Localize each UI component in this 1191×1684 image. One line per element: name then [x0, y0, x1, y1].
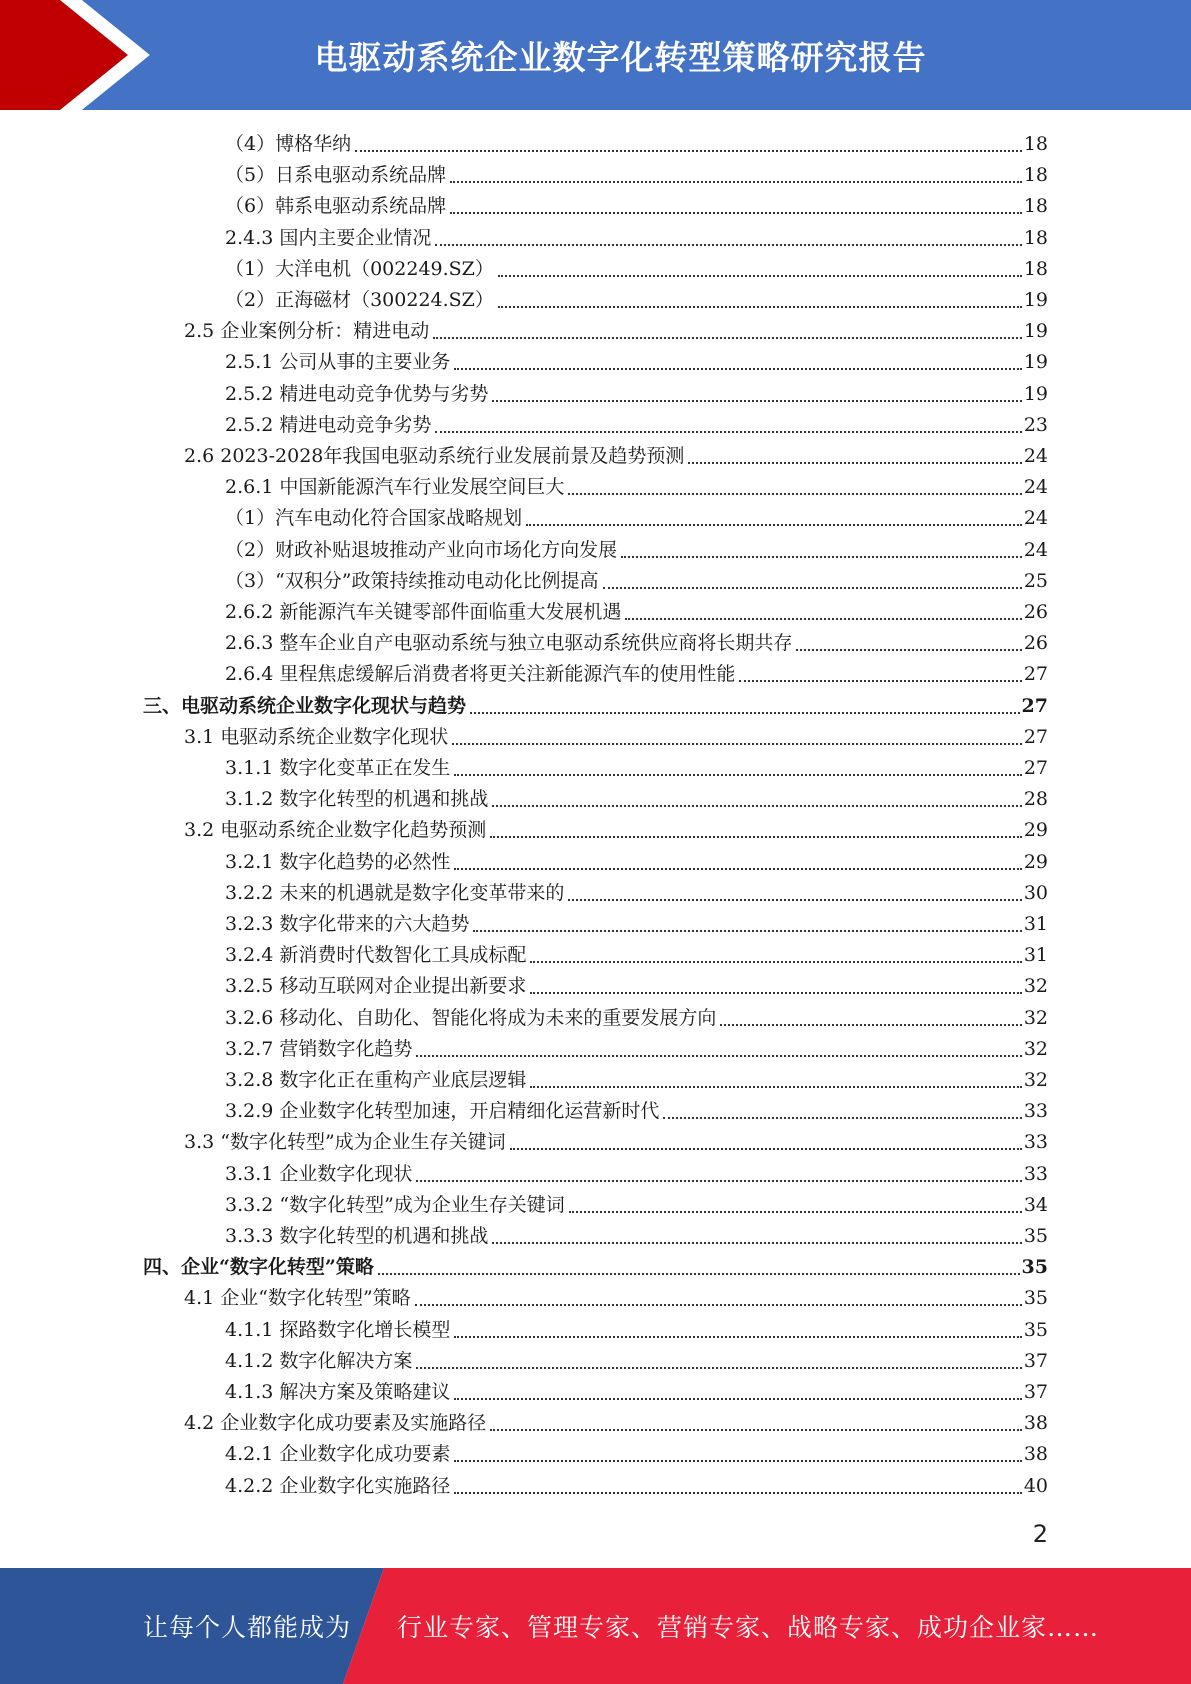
toc-entry-page: 37	[1023, 1381, 1048, 1403]
toc-leader-dots	[526, 523, 1022, 526]
toc-entry-page: 18	[1023, 195, 1048, 218]
toc-entry[interactable]	[225, 407, 1048, 438]
toc-entry[interactable]	[225, 1468, 1048, 1499]
toc-leader-dots	[378, 1272, 1020, 1275]
toc-entry[interactable]	[225, 1343, 1048, 1374]
toc-entry-page: 34	[1023, 1193, 1048, 1216]
toc-entry-page: 18	[1023, 226, 1048, 249]
toc-leader-dots	[416, 1179, 1021, 1182]
toc-entry-title: （1）汽车电动化符合国家战略规划	[225, 507, 523, 530]
toc-leader-dots	[454, 1335, 1021, 1338]
toc-entry-title: 3.2.1 数字化趋势的必然性	[225, 850, 451, 873]
toc-entry-page: 33	[1023, 1131, 1048, 1154]
toc-entry-title: 4.1.3 解决方案及策略建议	[225, 1381, 451, 1403]
toc-entry-title: 4.2.1 企业数字化成功要素	[225, 1443, 451, 1466]
toc-entry[interactable]	[184, 719, 1048, 750]
toc-entry[interactable]	[225, 844, 1048, 875]
toc-leader-dots	[498, 274, 1022, 277]
toc-entry-page: 18	[1023, 257, 1048, 280]
toc-entry-page: 29	[1023, 819, 1048, 842]
toc-entry-title: 3.2.9 企业数字化转型加速，开启精细化运营新时代	[225, 1100, 660, 1123]
toc-entry-title: 2.5.1 公司从事的主要业务	[225, 351, 451, 374]
toc-entry-title: 2.6.4 里程焦虑缓解后消费者将更关注新能源汽车的使用性能	[225, 663, 736, 686]
toc-leader-dots	[569, 1210, 1022, 1213]
toc-entry[interactable]	[184, 1405, 1048, 1436]
toc-entry[interactable]	[184, 313, 1048, 344]
toc-leader-dots	[450, 180, 1022, 183]
toc-entry[interactable]	[225, 376, 1048, 407]
toc-entry[interactable]	[225, 656, 1048, 687]
toc-entry-page: 33	[1023, 1162, 1048, 1185]
toc-entry[interactable]	[225, 344, 1048, 375]
toc-entry-title: 2.6.1 中国新能源汽车行业发展空间巨大	[225, 476, 565, 499]
toc-leader-dots	[688, 461, 1021, 464]
toc-entry[interactable]	[225, 1062, 1048, 1093]
toc-leader-dots	[415, 1303, 1022, 1306]
toc-entry-title: 3.3.1 企业数字化现状	[225, 1162, 413, 1185]
toc-entry[interactable]	[184, 812, 1048, 843]
toc-leader-dots	[454, 867, 1021, 870]
toc-entry-title: 2.4.3 国内主要企业情况	[225, 226, 432, 249]
toc-entry[interactable]	[225, 875, 1048, 906]
toc-entry[interactable]	[225, 1156, 1048, 1187]
toc-entry-page: 24	[1023, 538, 1048, 561]
toc-entry-page: 35	[1023, 1318, 1048, 1341]
toc-entry-page: 18	[1023, 164, 1048, 187]
toc-entry[interactable]	[225, 1218, 1048, 1249]
toc-entry-title: 3.2.6 移动化、自助化、智能化将成为未来的重要发展方向	[225, 1006, 717, 1029]
toc-entry-title: 4.1.2 数字化解决方案	[225, 1349, 413, 1372]
toc-entry-page: 19	[1023, 320, 1048, 343]
toc-entry[interactable]	[225, 1093, 1048, 1124]
toc-entry[interactable]	[184, 438, 1048, 469]
toc-entry-page: 24	[1023, 507, 1048, 530]
toc-entry-title: 2.6.2 新能源汽车关键零部件面临重大发展机遇	[225, 601, 622, 623]
toc-leader-dots	[435, 430, 1021, 433]
toc-entry-page: 35	[1023, 1287, 1048, 1310]
toc-entry[interactable]	[225, 750, 1048, 781]
toc-entry-title: 4.2.2 企业数字化实施路径	[225, 1474, 451, 1497]
toc-entry-page: 27	[1023, 757, 1048, 779]
toc-entry-page: 40	[1023, 1474, 1048, 1497]
toc-leader-dots	[435, 243, 1021, 246]
toc-entry-page: 26	[1023, 632, 1048, 655]
toc-entry[interactable]	[225, 126, 1048, 157]
toc-entry[interactable]	[225, 157, 1048, 188]
toc-leader-dots	[416, 1054, 1021, 1057]
toc-entry-title: 3.2.7 营销数字化趋势	[225, 1037, 413, 1060]
toc-leader-dots	[416, 1366, 1021, 1369]
toc-entry[interactable]	[225, 937, 1048, 968]
toc-entry-page: 27	[1023, 663, 1048, 686]
toc-entry-page: 19	[1023, 351, 1048, 374]
toc-entry[interactable]	[225, 781, 1048, 812]
footer-slogan-left: 让每个人都能成为	[143, 1613, 352, 1642]
toc-leader-dots	[492, 399, 1021, 402]
toc-leader-dots	[454, 773, 1021, 776]
toc-entry-page: 18	[1023, 133, 1048, 155]
toc-leader-dots	[568, 898, 1021, 901]
toc-leader-dots	[454, 1459, 1021, 1462]
toc-entry-title: 3.3 “数字化转型”成为企业生存关键词	[184, 1131, 506, 1154]
toc-entry[interactable]	[225, 1436, 1048, 1467]
toc-entry-title: （4）博格华纳	[225, 133, 352, 155]
toc-entry-title: 3.3.2 “数字化转型”成为企业生存关键词	[225, 1193, 565, 1216]
toc-leader-dots	[470, 711, 1020, 714]
toc-entry-title: 2.5 企业案例分析：精进电动	[184, 320, 430, 343]
toc-entry[interactable]	[143, 1249, 1048, 1280]
toc-leader-dots	[625, 617, 1021, 620]
toc-leader-dots	[530, 1085, 1021, 1088]
toc-entry-page: 32	[1023, 1037, 1048, 1060]
toc-entry[interactable]	[184, 1280, 1048, 1311]
toc-leader-dots	[568, 492, 1021, 495]
toc-entry-page: 24	[1023, 476, 1048, 499]
toc-entry-title: 3.3.3 数字化转型的机遇和挑战	[225, 1225, 489, 1247]
toc-leader-dots	[530, 991, 1021, 994]
toc-entry-title: 3.2.2 未来的机遇就是数字化变革带来的	[225, 881, 565, 904]
toc-entry-page: 24	[1023, 445, 1048, 467]
toc-entry-title: （2）财政补贴退坡推动产业向市场化方向发展	[225, 538, 618, 561]
toc-entry[interactable]	[225, 906, 1048, 937]
page-header	[0, 0, 1191, 110]
toc-leader-dots	[454, 1397, 1021, 1400]
toc-entry-page: 27	[1021, 694, 1048, 717]
toc-entry[interactable]	[225, 1031, 1048, 1062]
toc-entry-page: 31	[1023, 944, 1048, 967]
toc-entry[interactable]	[225, 1312, 1048, 1343]
toc-entry-page: 38	[1023, 1443, 1048, 1466]
toc-entry-page: 29	[1023, 850, 1048, 873]
toc-entry[interactable]	[225, 282, 1048, 313]
toc-leader-dots	[473, 929, 1021, 932]
toc-entry[interactable]	[225, 1187, 1048, 1218]
toc-leader-dots	[454, 367, 1021, 370]
toc-entry[interactable]	[225, 220, 1048, 251]
toc-entry-title: 3.2.8 数字化正在重构产业底层逻辑	[225, 1069, 527, 1091]
toc-entry-title: 4.2 企业数字化成功要素及实施路径	[184, 1412, 487, 1435]
toc-entry-page: 33	[1023, 1100, 1048, 1123]
toc-entry-page: 26	[1023, 601, 1048, 623]
toc-entry-page: 28	[1023, 788, 1048, 811]
toc-entry[interactable]	[143, 688, 1048, 719]
toc-entry[interactable]	[225, 563, 1048, 594]
toc-leader-dots	[510, 1147, 1022, 1150]
toc-entry-page: 30	[1023, 881, 1048, 904]
toc-entry-page: 23	[1023, 413, 1048, 436]
header-red-chevron	[0, 0, 150, 110]
toc-entry[interactable]	[225, 469, 1048, 500]
toc-entry-title: 3.2.4 新消费时代数智化工具成标配	[225, 944, 527, 967]
toc-entry-title: 4.1 企业“数字化转型”策略	[184, 1287, 411, 1310]
document-title: 电驱动系统企业数字化转型策略研究报告	[314, 37, 927, 77]
toc-entry-page: 32	[1023, 1069, 1048, 1091]
toc-entry-title: （6）韩系电驱动系统品牌	[225, 195, 447, 218]
toc-entry[interactable]	[225, 625, 1048, 656]
toc-entry[interactable]	[225, 251, 1048, 282]
toc-entry-title: 四、企业“数字化转型”策略	[143, 1256, 374, 1279]
toc-leader-dots	[454, 1491, 1021, 1494]
toc-entry-page: 35	[1021, 1256, 1048, 1279]
toc-leader-dots	[796, 648, 1021, 651]
toc-entry[interactable]	[225, 500, 1048, 531]
toc-leader-dots	[433, 336, 1022, 339]
toc-entry-title: 4.1.1 探路数字化增长模型	[225, 1318, 451, 1341]
toc-leader-dots	[663, 1116, 1021, 1119]
toc-entry-title: 3.1.1 数字化变革正在发生	[225, 757, 451, 779]
toc-entry-page: 32	[1023, 1006, 1048, 1029]
toc-entry-page: 19	[1023, 289, 1048, 311]
toc-entry[interactable]	[225, 968, 1048, 999]
page-number: 2	[1032, 1520, 1048, 1548]
toc-leader-dots	[450, 211, 1022, 214]
toc-entry-title: （5）日系电驱动系统品牌	[225, 164, 447, 187]
toc-entry[interactable]	[225, 1374, 1048, 1405]
toc-entry-page: 27	[1023, 725, 1048, 748]
toc-entry-title: 2.5.2 精进电动竞争劣势	[225, 413, 432, 436]
toc-entry-page: 25	[1023, 569, 1048, 592]
toc-entry-page: 38	[1023, 1412, 1048, 1435]
toc-entry[interactable]	[225, 532, 1048, 563]
toc-leader-dots	[452, 742, 1022, 745]
toc-entry-title: 3.2.3 数字化带来的六大趋势	[225, 913, 470, 935]
toc-entry[interactable]	[225, 594, 1048, 625]
toc-entry-title: 3.2.5 移动互联网对企业提出新要求	[225, 975, 527, 998]
toc-entry-title: 三、电驱动系统企业数字化现状与趋势	[143, 694, 467, 717]
toc-entry-title: 2.6 2023-2028年我国电驱动系统行业发展前景及趋势预测	[184, 445, 685, 467]
toc-entry[interactable]	[184, 1124, 1048, 1155]
toc-leader-dots	[530, 960, 1021, 963]
toc-entry-page: 37	[1023, 1349, 1048, 1372]
toc-leader-dots	[739, 679, 1021, 682]
toc-leader-dots	[720, 1023, 1021, 1026]
toc-entry-page: 35	[1023, 1225, 1048, 1247]
toc-entry-title: 2.6.3 整车企业自产电驱动系统与独立电驱动系统供应商将长期共存	[225, 632, 793, 655]
toc-entry-title: （3）“双积分”政策持续推动电动化比例提高	[225, 569, 599, 592]
toc-entry-page: 32	[1023, 975, 1048, 998]
toc-leader-dots	[355, 149, 1022, 152]
toc-entry-page: 31	[1023, 913, 1048, 935]
toc-entry-title: 3.1 电驱动系统企业数字化现状	[184, 725, 449, 748]
toc-entry-title: （2）正海磁材（300224.SZ）	[225, 289, 494, 311]
toc-entry[interactable]	[225, 1000, 1048, 1031]
toc-leader-dots	[621, 555, 1022, 558]
toc-leader-dots	[492, 804, 1021, 807]
toc-entry[interactable]	[225, 188, 1048, 219]
footer-slogan-right: 行业专家、管理专家、营销专家、战略专家、成功企业家……	[397, 1613, 1100, 1642]
toc-entry-title: 2.5.2 精进电动竞争优势与劣势	[225, 382, 489, 405]
toc-leader-dots	[498, 305, 1022, 308]
page-footer	[0, 1568, 1191, 1684]
toc-leader-dots	[490, 835, 1022, 838]
toc-entry-page: 19	[1023, 382, 1048, 405]
toc-leader-dots	[490, 1428, 1022, 1431]
toc-entry-title: 3.2 电驱动系统企业数字化趋势预测	[184, 819, 487, 842]
toc-leader-dots	[492, 1241, 1021, 1244]
toc-leader-dots	[603, 586, 1022, 589]
toc-entry-title: （1）大洋电机（002249.SZ）	[225, 257, 494, 280]
toc-entry-title: 3.1.2 数字化转型的机遇和挑战	[225, 788, 489, 811]
